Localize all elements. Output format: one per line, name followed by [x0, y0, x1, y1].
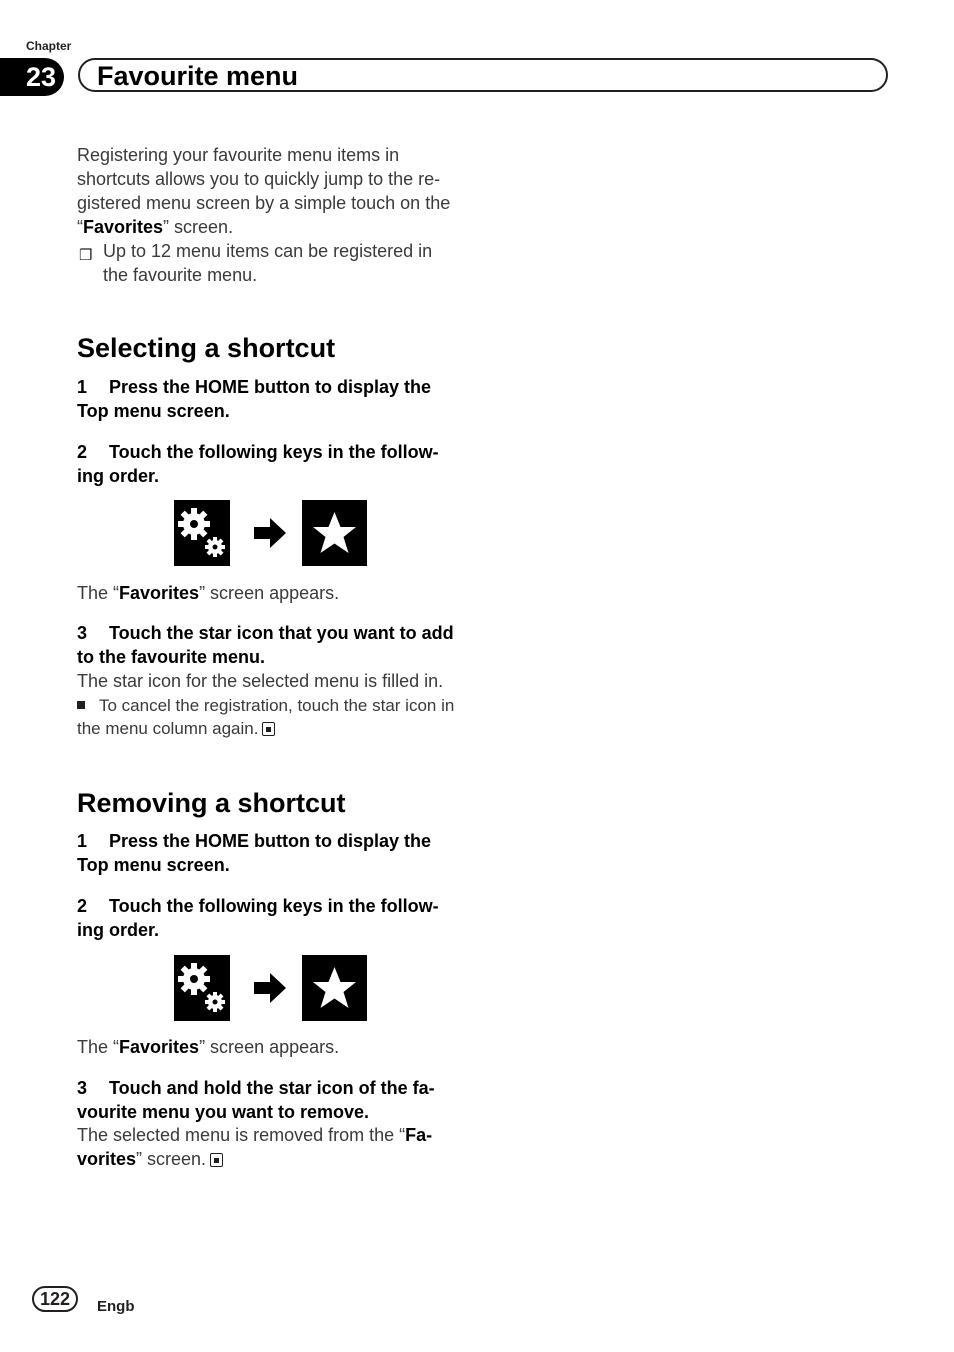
- bullet-cancel-registration: To cancel the registration, touch the star icon in the menu column again.: [77, 696, 455, 738]
- language-code: Engb: [97, 1298, 135, 1315]
- settings-gears-icon[interactable]: [174, 955, 230, 1021]
- step-1-selecting: 1 Press the HOME button to display the Top menu screen.: [77, 377, 432, 421]
- end-of-section-icon: [262, 722, 275, 736]
- right-arrow-icon: [254, 973, 286, 1003]
- star-icon[interactable]: [302, 955, 367, 1021]
- intro-note: ❒ Up to 12 menu items can be registered in the favourite menu.: [79, 241, 433, 285]
- intro-block: [77, 143, 461, 287]
- key-sequence-selecting: [174, 500, 368, 566]
- bullet-square-icon: [77, 701, 85, 709]
- step-3-description-selecting: The star icon for the selected menu is filled in.: [77, 671, 444, 691]
- star-icon[interactable]: [302, 500, 367, 566]
- right-arrow-icon: [254, 518, 286, 548]
- intro-paragraph: Registering your favourite menu items in shortcuts allows you to quickly jump to the re-gistered menu screen by a simple touch on the “Favorites” screen.: [77, 145, 451, 237]
- result-removing: The “Favorites” screen appears.: [77, 1037, 340, 1057]
- section-heading-removing: Removing a shortcut: [77, 788, 346, 818]
- key-sequence-removing: [174, 955, 368, 1021]
- section-heading-selecting: Selecting a shortcut: [77, 333, 336, 363]
- page-number: 122: [32, 1286, 78, 1312]
- step-1-removing: 1 Press the HOME button to display the Top menu screen.: [77, 831, 432, 875]
- step-2-removing: 2 Touch the following keys in the follow-ing order.: [77, 896, 439, 940]
- step-3-selecting: 3 Touch the star icon that you want to add to the favourite menu.: [77, 623, 454, 667]
- end-of-section-icon: [210, 1153, 223, 1167]
- checkbox-note-icon: ❒: [79, 247, 93, 264]
- step-3-removing: 3 Touch and hold the star icon of the fa-vourite menu you want to remove.: [77, 1078, 435, 1122]
- step-3-description-removing: The selected menu is removed from the “Fa-vorites” screen.: [77, 1125, 433, 1169]
- chapter-label: Chapter: [26, 39, 72, 53]
- settings-gears-icon[interactable]: [174, 500, 230, 566]
- chapter-number: 23: [0, 58, 64, 96]
- result-selecting: The “Favorites” screen appears.: [77, 583, 340, 603]
- chapter-title: Favourite menu: [97, 61, 299, 91]
- step-2-selecting: 2 Touch the following keys in the follow-ing order.: [77, 442, 439, 486]
